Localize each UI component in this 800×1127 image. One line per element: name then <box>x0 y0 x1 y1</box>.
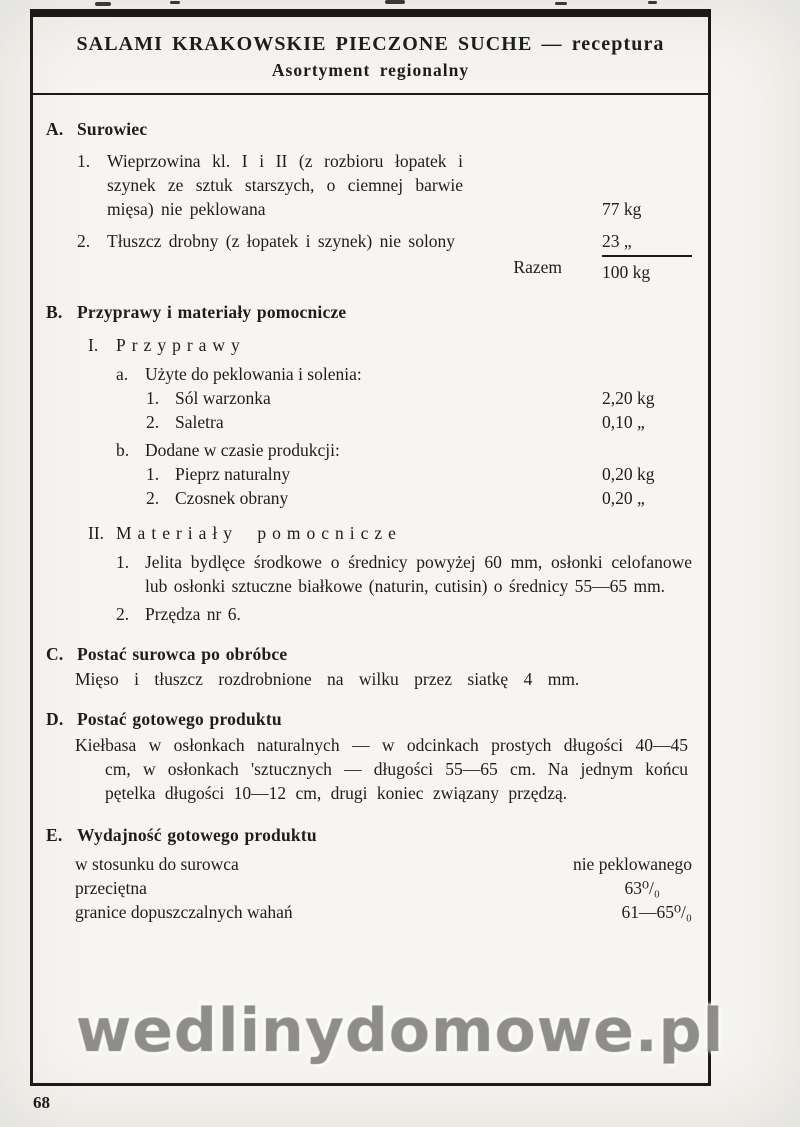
total-quantity: 100 kg <box>602 255 692 284</box>
group-letter: b. <box>116 440 130 460</box>
section-letter: B. <box>46 302 63 322</box>
section-title: Postać surowca po obróbce <box>77 644 288 664</box>
section-body-text: Mięso i tłuszcz rozdrobnione na wilku przez siatkę 4 mm. <box>75 669 580 689</box>
scan-artifact <box>170 1 180 4</box>
item-quantity: 0,20 kg <box>602 464 655 484</box>
yield-label: w stosunku do surowca <box>75 854 239 874</box>
section-wydajnosc-heading <box>46 823 692 847</box>
item-number: 1. <box>116 552 130 572</box>
item-text: Tłuszcz drobny (z łopatek i szynek) nie solony <box>107 231 456 251</box>
material-row <box>116 550 692 598</box>
item-number: 1. <box>146 388 160 408</box>
document-subtitle: Asortyment regionalny <box>271 60 470 80</box>
item-text: Pieprz naturalny <box>175 464 291 484</box>
scan-artifact <box>95 2 111 6</box>
section-postac-surowca <box>46 642 692 691</box>
subsection-materialy <box>88 521 692 545</box>
scan-artifact <box>555 2 567 5</box>
item-quantity: 0,10 „ <box>602 412 645 432</box>
item-quantity: 2,20 kg <box>602 388 655 408</box>
item-quantity: 23 „ <box>602 231 632 251</box>
spice-row <box>146 462 692 486</box>
item-text: Sól warzonka <box>175 388 271 408</box>
group-heading <box>116 362 692 386</box>
group-title: Użyte do peklowania i solenia: <box>145 364 362 384</box>
section-postac-surowca-heading <box>46 642 692 666</box>
yield-row <box>75 876 692 900</box>
spice-row <box>146 486 692 510</box>
section-title: Postać gotowego produktu <box>77 709 282 729</box>
item-number: 2. <box>116 604 130 624</box>
section-title: Wydajność gotowego produktu <box>77 825 317 845</box>
total-row <box>46 255 692 284</box>
subsection-number: II. <box>88 523 105 543</box>
item-text: Jelita bydlęce środkowe o średnicy powyżej 60 mm, osłonki celofanowe lub osłonki sztuczne białkowe (naturin, cutisin) o średnicy 55—65 mm. <box>145 552 692 596</box>
item-text: Przędza nr 6. <box>145 604 241 624</box>
item-quantity: 77 kg <box>602 199 642 219</box>
group-title: Dodane w czasie produkcji: <box>145 440 340 460</box>
subsection-title: Przyprawy <box>116 335 246 355</box>
spice-group-a <box>116 362 692 434</box>
spice-row <box>146 386 692 410</box>
item-number: 2. <box>146 412 160 432</box>
raw-material-row <box>77 229 692 253</box>
section-postac-produktu-heading <box>46 707 692 731</box>
yield-row <box>75 852 692 876</box>
section-letter: D. <box>46 709 64 729</box>
spice-group-b <box>116 438 692 510</box>
section-surowiec <box>46 117 692 284</box>
group-letter: a. <box>116 364 129 384</box>
document-header <box>33 17 708 93</box>
yield-value: nie peklowanego <box>572 854 692 874</box>
item-quantity: 0,20 „ <box>602 488 645 508</box>
yield-label: granice dopuszczalnych wahań <box>75 902 293 922</box>
page-number: 68 <box>33 1093 50 1112</box>
document-frame <box>30 9 711 1086</box>
section-letter: C. <box>46 644 64 664</box>
scan-artifact <box>648 1 657 4</box>
section-surowiec-heading <box>46 117 692 141</box>
subsection-number: I. <box>88 335 99 355</box>
item-number: 2. <box>77 231 91 251</box>
document-title: SALAMI KRAKOWSKIE PIECZONE SUCHE — receptura <box>76 33 665 55</box>
scan-artifact <box>385 0 405 4</box>
section-wydajnosc <box>46 823 692 924</box>
section-przyprawy-materialy <box>46 300 692 626</box>
section-przyprawy-heading <box>46 300 692 324</box>
item-text: Czosnek obrany <box>175 488 289 508</box>
item-text: Wieprzowina kl. I i II (z rozbioru łopatek i szynek ze sztuk starszych, o ciemnej barwie mięsa) nie peklowana <box>107 151 463 219</box>
yield-label: przeciętna <box>75 878 147 898</box>
section-body-text: Kiełbasa w osłonkach naturalnych — w odcinkach prostych długości 40—45 cm, w osłonkach 'sztucznych — długości 55—65 cm. Na jednym końcu pętelka długości 10—12 cm, drugi koniec związany przędzą. <box>75 735 688 803</box>
yield-row <box>75 900 692 924</box>
group-heading <box>116 438 692 462</box>
item-number: 2. <box>146 488 160 508</box>
material-row <box>116 602 692 626</box>
item-number: 1. <box>77 151 91 171</box>
yield-value: 61—65⁰/₀ <box>621 902 692 922</box>
section-letter: E. <box>46 825 63 845</box>
yield-value: 63⁰/₀ <box>624 878 660 898</box>
subsection-przyprawy <box>88 333 692 357</box>
section-title: Przyprawy i materiały pomocnicze <box>77 302 347 322</box>
spice-row <box>146 410 692 434</box>
subsection-title: Materiały pomocnicze <box>116 523 402 543</box>
item-text: Saletra <box>175 412 224 432</box>
section-postac-produktu <box>46 707 692 805</box>
raw-material-row <box>77 149 692 221</box>
item-number: 1. <box>146 464 160 484</box>
section-title: Surowiec <box>77 119 148 139</box>
total-label: Razem <box>513 257 562 277</box>
document-body <box>33 95 708 924</box>
section-letter: A. <box>46 119 64 139</box>
watermark: wedlinydomowe.pl <box>75 996 725 1066</box>
